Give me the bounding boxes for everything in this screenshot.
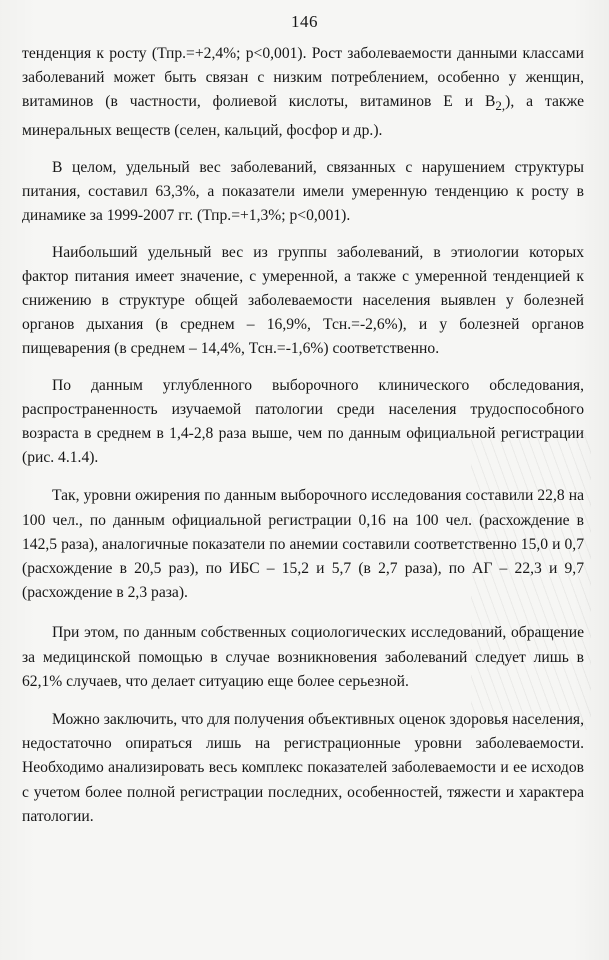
paragraph-1-text-before: тенденция к росту (Тпр.=+2,4%; p<0,001). Рост заболеваемости данными классами заболеваний может быть связан с низким потреблением, особенно у женщин, витаминов (в частности, фолиевой кислоты, витаминов Е и В [22,45,584,111]
paragraph-1 [22,42,584,143]
paragraph-3: Наибольший удельный вес из группы заболеваний, в этиологии которых фактор питания имеет значение, с умеренной, а также с умеренной тенденцией к снижению в структуре общей заболеваемости населения выявлен у болезней органов дыхания (в среднем – 16,9%, Тсн.=-2,6%), и у болезней органов пищеварения (в среднем – 14,4%, Тсн.=-1,6%) соответственно. [22,243,584,358]
paragraph-4: По данным углубленного выборочного клинического обследования, распространенность изучаемой патологии среди населения трудоспособного возраста в среднем в 1,4-2,8 раза выше, чем по данным официальной регистрации (рис. 4.1.4). [22,376,584,467]
paragraph-1-text-after: ), а также минеральных веществ (селен, кальций, фосфор и др.). [22,93,584,139]
paragraph-7: Можно заключить, что для получения объективных оценок здоровья населения, недостаточно опираться лишь на регистрационные уровни заболеваемости. Необходимо анализировать весь комплекс показателей заболеваемости и ее исходов с учетом более полной регистрации последних, особенностей, тяжести и характера патологии. [22,710,585,825]
page-number: 146 [291,12,318,31]
subscript-2: 2, [495,98,506,114]
paragraph-5: Так, уровни ожирения по данным выборочного исследования составили 22,8 на 100 чел., по данным официальной регистрации 0,16 на 100 чел. (расхождение в 142,5 раза), аналогичные показатели по анемии составили соответственно 15,0 и 0,7 (расхождение в 20,5 раз), по ИБС – 15,2 и 5,7 (в 2,7 раза), по АГ – 22,3 и 9,7 (расхождение в 2,3 раза). [22,487,584,602]
paragraph-2: В целом, удельный вес заболеваний, связанных с нарушением структуры питания, составил 63,3%, а показатели имели умеренную тенденцию к росту в динамике за 1999-2007 гг. (Тпр.=+1,3%; p<0,001). [22,158,584,225]
body-text [22,42,584,844]
paragraph-6: При этом, по данным собственных социологических исследований, обращение за медицинской помощью в случае возникновения заболеваний следует лишь в 62,1% случаев, что делает ситуацию еще более серьезной. [22,624,584,690]
